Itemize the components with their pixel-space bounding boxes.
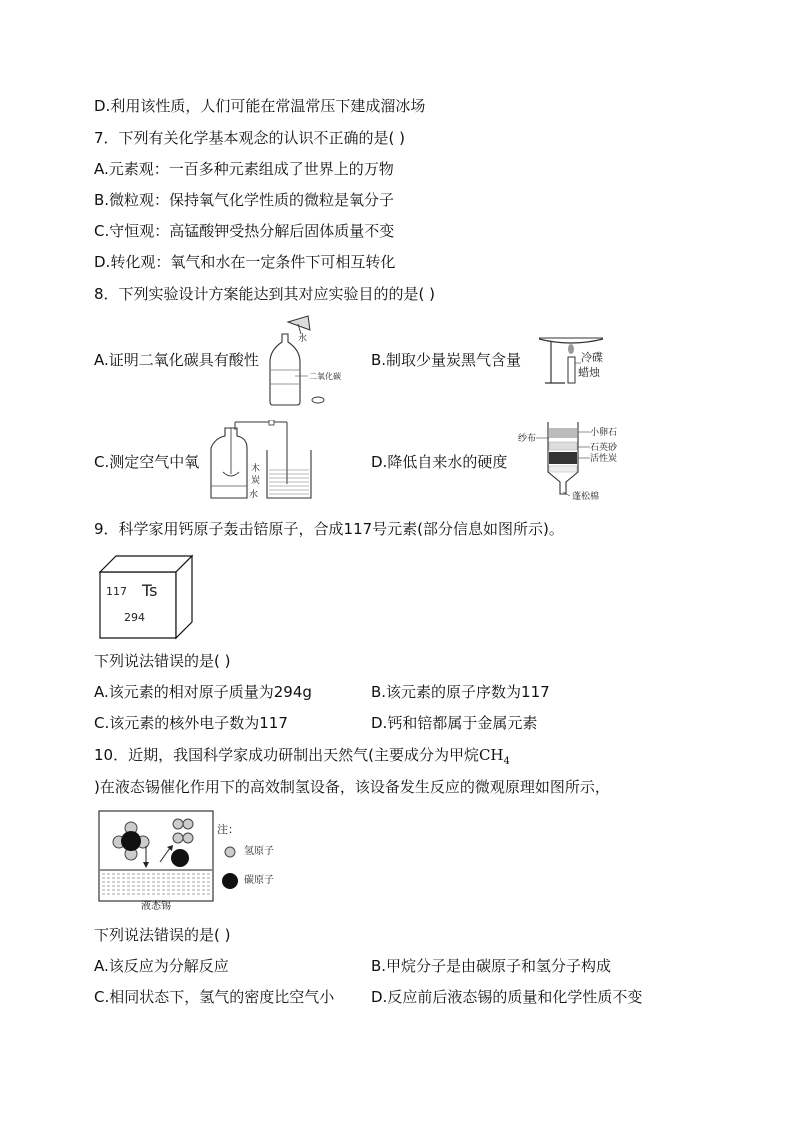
- liquid-tin-label: 液态锡: [141, 901, 171, 912]
- q9-element-cell: [98, 554, 194, 640]
- methane-formula-c: CH: [478, 746, 504, 764]
- fig-a-co2-label: 二氧化碳: [309, 372, 341, 381]
- q9-option-b: B.该元素的原子序数为117: [371, 683, 550, 701]
- q9-prompt: 下列说法错误的是( ): [94, 652, 231, 670]
- q9-option-a: A.该元素的相对原子质量为294g: [94, 683, 312, 701]
- q8-option-b: B.制取少量炭黑气含量: [371, 351, 522, 369]
- q10-stem-text: 10．近期，我国科学家成功研制出天然气(主要成分为甲烷: [94, 746, 479, 764]
- q10-stem-line2: )在液态锡催化作用下的高效制氢设备，该设备发生反应的微观原理如图所示，: [94, 778, 610, 796]
- q10-stem-line1: [94, 745, 510, 772]
- q10-option-b: B.甲烷分子是由碳原子和氢分子构成: [371, 957, 612, 975]
- q8-stem: 8．下列实验设计方案能达到其对应实验目的的是( ): [94, 285, 436, 303]
- q7-option-b: B.微粒观：保持氧气化学性质的微粒是氧分子: [94, 191, 395, 209]
- q10-prompt: 下列说法错误的是( ): [94, 926, 231, 944]
- q10-option-a: A.该反应为分解反应: [94, 957, 229, 975]
- fig-d-pebble-label: 小卵石: [590, 428, 618, 438]
- q9-option-d: D.钙和锫都属于金属元素: [371, 714, 538, 732]
- legend-note-label: 注：: [217, 823, 239, 836]
- methane-formula-subscript: 4: [503, 756, 510, 767]
- q10-option-c: C.相同状态下，氢气的密度比空气小: [94, 988, 335, 1006]
- q9-option-c: C.该元素的核外电子数为117: [94, 714, 288, 732]
- q10-reaction-figure: [98, 810, 298, 914]
- q8-figure-d: [514, 420, 634, 508]
- q8-option-d: D.降低自来水的硬度: [371, 453, 508, 471]
- fig-d-quartz-label: 石英砂: [590, 443, 618, 453]
- co2-bottle-diagram: [268, 312, 354, 408]
- fig-d-gauze-label: 纱布: [518, 434, 537, 444]
- methane-formula: [478, 746, 510, 767]
- methane-reaction-diagram: [98, 810, 298, 914]
- oxygen-measurement-diagram: [207, 420, 315, 504]
- fig-b-cold-dish-label: 冷碟: [581, 351, 603, 364]
- fig-a-water-label: 水: [298, 334, 308, 344]
- element-symbol: Ts: [142, 581, 158, 600]
- candle-dish-diagram: [535, 333, 615, 389]
- fig-c-charcoal-label-2: 炭: [251, 476, 261, 486]
- q8-figure-b: [535, 333, 615, 389]
- q8-option-c: C.测定空气中氧: [94, 453, 200, 471]
- q8-option-a: A.证明二氧化碳具有酸性: [94, 351, 259, 369]
- q8-figure-c: [207, 420, 315, 504]
- element-atomic-number: 117: [106, 585, 127, 598]
- fig-c-charcoal-label-1: 木: [251, 464, 261, 474]
- fig-b-candle-label: 蜡烛: [578, 366, 600, 379]
- q7-option-c: C.守恒观：高锰酸钾受热分解后固体质量不变: [94, 222, 395, 240]
- q7-option-d: D.转化观：氧气和水在一定条件下可相互转化: [94, 253, 396, 271]
- q10-option-d: D.反应前后液态锡的质量和化学性质不变: [371, 988, 643, 1006]
- element-mass: 294: [124, 611, 145, 624]
- q7-option-a: A.元素观：一百多种元素组成了世界上的万物: [94, 160, 394, 178]
- fig-d-cotton-label: 蓬松棉: [572, 492, 600, 502]
- q6-option-d: D.利用该性质，人们可能在常温常压下建成溜冰场: [94, 97, 426, 115]
- legend-hydrogen-atom: 氢原子: [244, 846, 274, 857]
- q7-stem: 7．下列有关化学基本观念的认识不正确的是( ): [94, 129, 406, 147]
- q8-figure-a: [268, 312, 354, 408]
- fig-d-carbon-label: 活性炭: [590, 454, 618, 464]
- q9-stem: 9．科学家用钙原子轰击锫原子，合成117号元素(部分信息如图所示)。: [94, 520, 564, 538]
- fig-c-water-label: 水: [249, 490, 259, 500]
- legend-carbon-atom: 碳原子: [244, 875, 274, 886]
